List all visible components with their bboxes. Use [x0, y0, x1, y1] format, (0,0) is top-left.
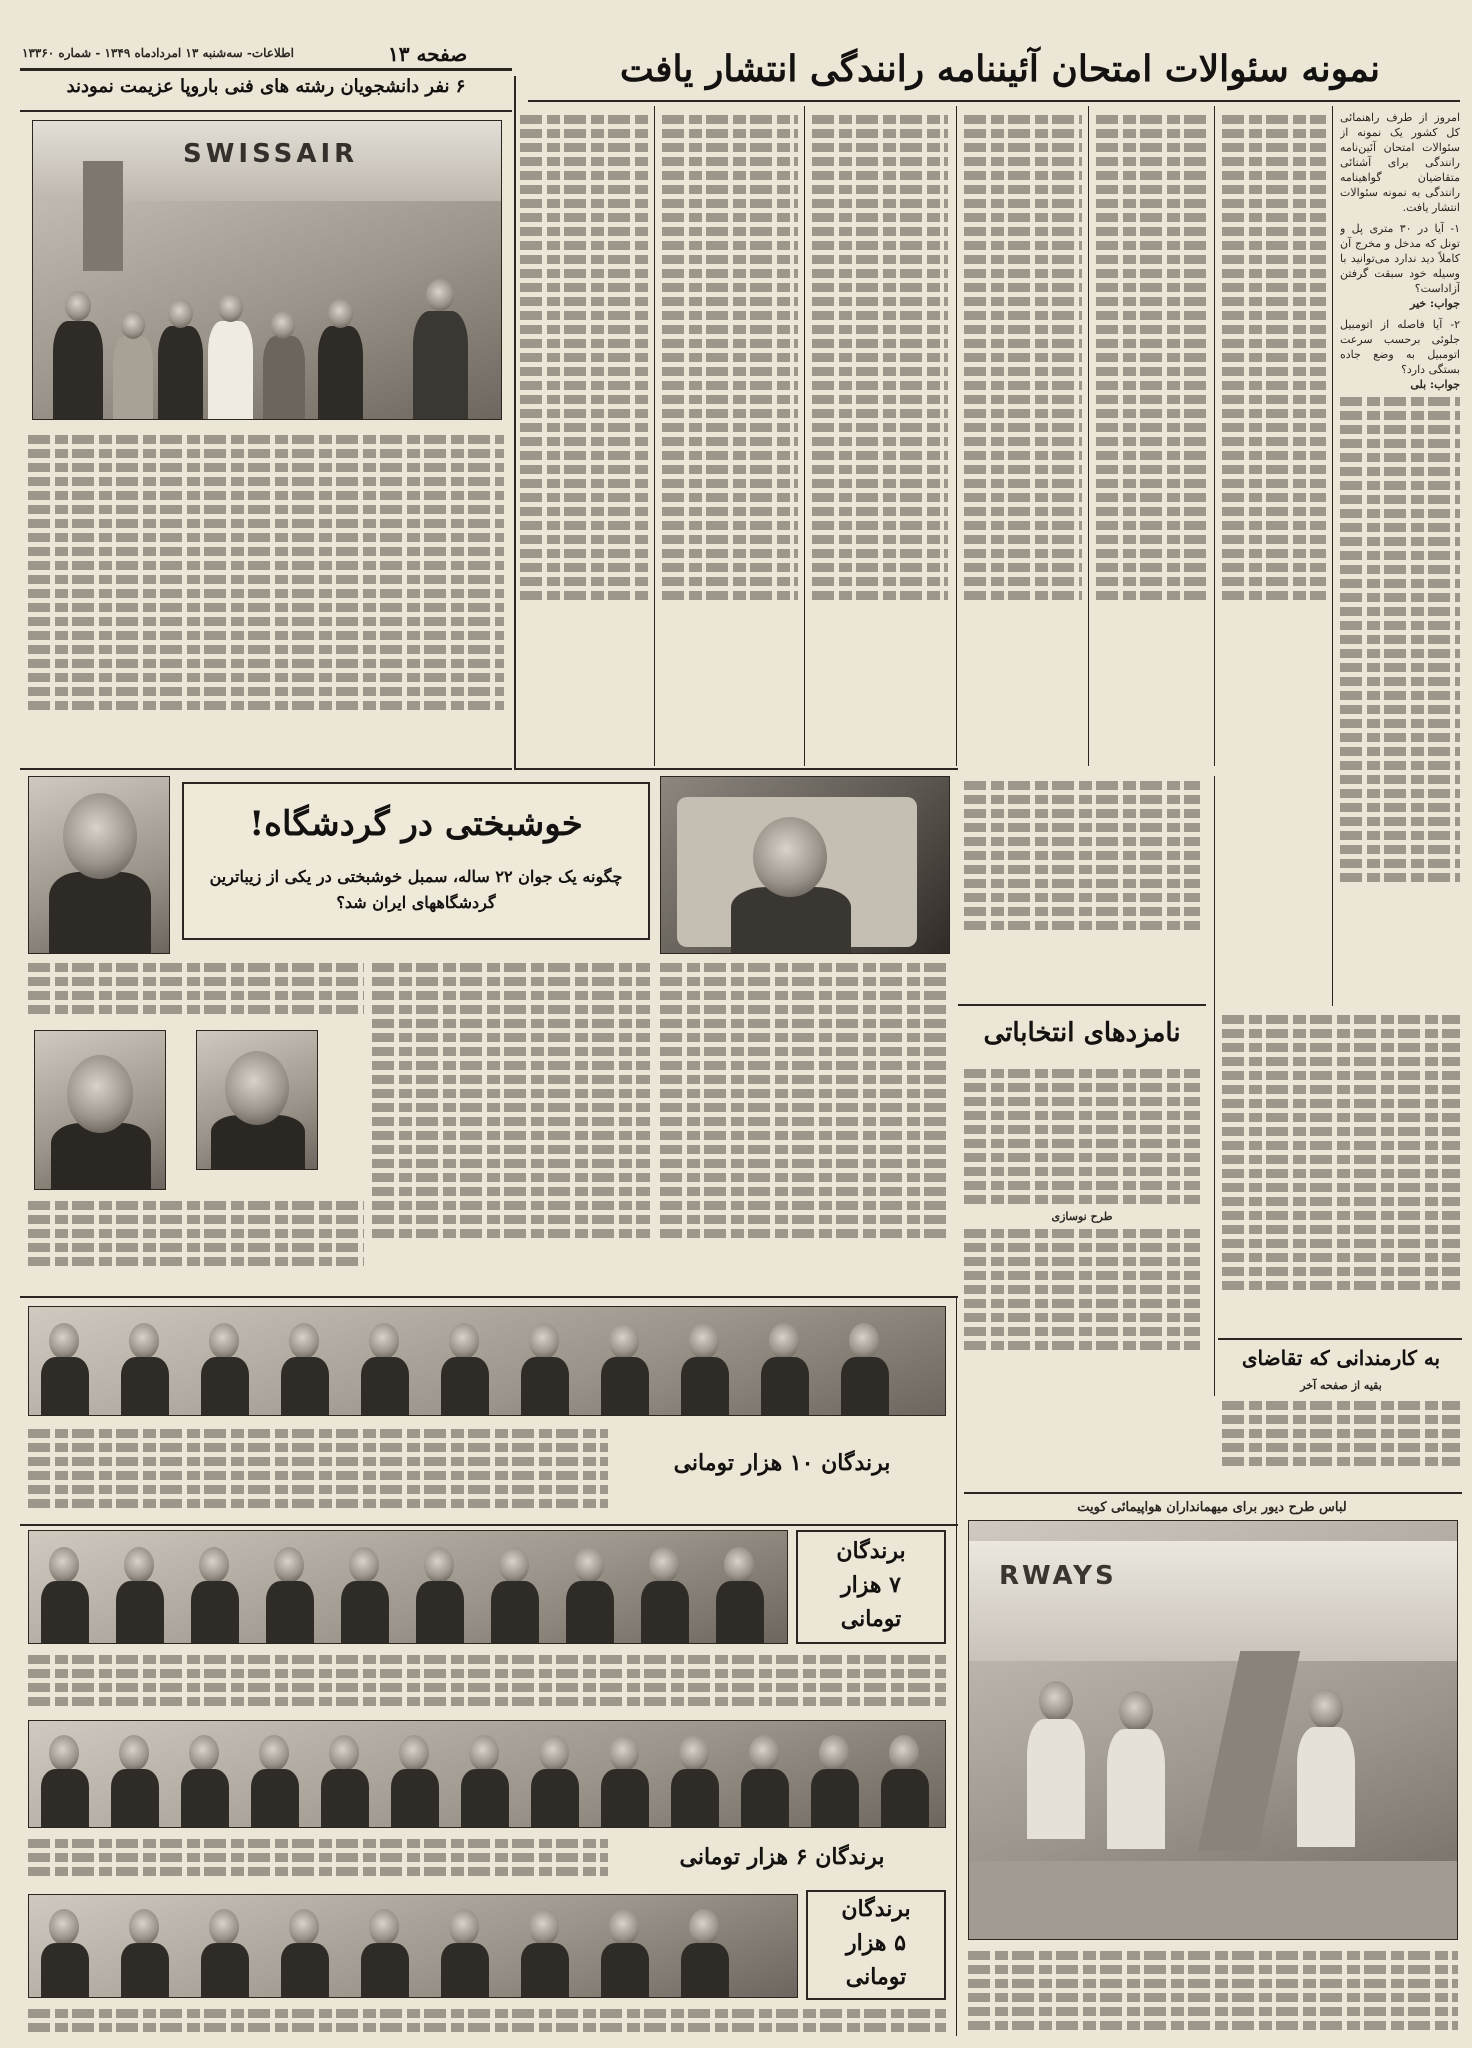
winners-top-rule: [20, 1296, 958, 1298]
man-portrait-photo-top: [28, 776, 170, 954]
dateline: اطلاعات- سه‌شنبه ۱۳ امردادماه ۱۳۴۹ - شماره ۱۳۳۶۰: [22, 46, 295, 60]
employment-subhead: بقیه از صفحه آخر: [1300, 1379, 1382, 1392]
main-headline: نمونه سئوالات امتحان آئیننامه رانندگی انتشار یافت: [619, 48, 1381, 90]
winners-5k-headline-box: [806, 1890, 946, 2000]
lottery-article-col-1: [660, 958, 950, 1288]
tarmac: [969, 1861, 1458, 1940]
elections-headline: نامزدهای انتخاباتی: [983, 1018, 1181, 1048]
winners-7k-group-photo: [28, 1530, 788, 1644]
winners-10k-bottom-rule: [20, 1524, 958, 1526]
students-article: [28, 430, 504, 760]
winners-5k-names: [28, 2004, 946, 2042]
winners-7k-names: [28, 1650, 946, 1716]
winners-6k-group-photo: [28, 1720, 946, 1828]
airline-caption-text: [968, 1946, 1458, 2040]
winners-5k-group-photo: [28, 1894, 798, 1998]
winners-7k-line-2: ۷ هزار: [841, 1572, 901, 1598]
aircraft-stairs: [1198, 1651, 1301, 1851]
swissair-logo-text: SWISSAIR: [183, 139, 359, 169]
employment-headline: به کارمندانی که تقاضای: [1241, 1346, 1441, 1370]
exam-last-column: [1222, 1010, 1460, 1330]
employment-top-rule: [1218, 1338, 1462, 1340]
main-headline-underline: [528, 100, 1460, 102]
aircraft-door: [83, 161, 123, 271]
winners-10k-headline: برندگان ۱۰ هزار تومانی: [673, 1450, 891, 1476]
exam-column-3: [1096, 110, 1208, 770]
winners-10k-group-photo: [28, 1306, 946, 1416]
lottery-headline: خوشبختی در گردشگاه!: [249, 804, 583, 844]
col-divider-bottom: [956, 1296, 957, 2036]
exam-answer-1: جواب: خیر: [1410, 297, 1460, 310]
page-number: صفحه ۱۳: [388, 42, 468, 66]
col-divider-7: [514, 76, 516, 770]
winners-5k-line-1: برندگان: [841, 1896, 911, 1922]
lottery-article-col-2: [372, 958, 650, 1288]
winners-7k-line-1: برندگان: [836, 1538, 906, 1564]
lottery-article-col-3: [28, 958, 364, 1028]
exam-column-2: [1222, 110, 1326, 770]
man-in-car-photo: [660, 776, 950, 954]
airline-top-rule: [964, 1492, 1462, 1494]
winners-5k-line-3: تومانی: [845, 1964, 907, 1990]
students-headline: ۶ نفر دانشجویان رشته های فنی باروپا عزیمت نمودند: [66, 76, 466, 97]
exam-intro: امروز از طرف راهنمائی کل کشور یک نمونه از سئوالات امتحان آئین‌نامه رانندگی برای آشنائی متقاضیان گواهینامه رانندگی به نمونه سئوالات انتشار یافت.: [1340, 111, 1460, 214]
swissair-group-photo: [32, 120, 502, 420]
man-portrait-photo-right: [196, 1030, 318, 1170]
elections-top-rule: [958, 1004, 1206, 1006]
students-rule: [20, 110, 512, 112]
exam-column-5: [812, 110, 948, 770]
elections-article: [964, 1064, 1200, 1394]
kuwait-airways-photo: [968, 1520, 1458, 1940]
winners-7k-headline-box: [796, 1530, 946, 1644]
col-divider-6: [654, 106, 655, 766]
lottery-headline-box: [182, 782, 650, 940]
col-divider-4: [956, 106, 957, 766]
winners-10k-names: [28, 1424, 608, 1518]
exam-question-2: ۲- آیا فاصله از اتومبیل جلوئی برحسب سرعت اتومبیل به وضع جاده بستگی دارد؟: [1340, 318, 1460, 376]
col-divider-5: [804, 106, 805, 766]
man-portrait-photo-left: [34, 1030, 166, 1190]
exam-column-6: [662, 110, 798, 770]
col-divider-elections: [1214, 776, 1215, 1396]
winners-6k-names: [28, 1834, 608, 1892]
employment-article: [1222, 1396, 1460, 1488]
winners-5k-line-2: ۵ هزار: [846, 1930, 906, 1956]
exam-column-7: [520, 110, 648, 760]
exam-column-4: [964, 110, 1082, 770]
aircraft-body: [969, 1541, 1458, 1661]
exam-question-1: ۱- آیا در ۳۰ متری پل و تونل که مدخل و مخرج آن کاملاً دید ندارد می‌توانید با وسیله خود سبقت گرفتن آزاداست؟: [1340, 222, 1460, 295]
col-divider-3: [1088, 106, 1089, 766]
exam-answer-2: جواب: بلی: [1410, 378, 1460, 391]
exam-bottom-rule: [514, 768, 958, 770]
lottery-subheadline: چگونه یک جوان ۲۲ ساله، سمبل خوشبختی در یکی از زیباترین گردشگاههای ایران شد؟: [209, 867, 623, 912]
airline-caption-title: لباس طرح دیور برای میهمانداران هواپیمائی کویت: [1077, 1500, 1347, 1515]
col-divider-2: [1214, 106, 1215, 766]
exam-column-intro: [1340, 110, 1460, 1010]
students-bottom-rule: [20, 768, 512, 770]
exam-column-continued: [964, 776, 1200, 992]
elections-subhead: طرح نوسازی: [1051, 1210, 1113, 1223]
airline-logo-text: RWAYS: [999, 1561, 1117, 1591]
winners-7k-line-3: تومانی: [840, 1606, 902, 1632]
col-divider-1: [1332, 106, 1333, 1006]
lottery-caption-left: [28, 1196, 364, 1288]
masthead-rule: [20, 68, 512, 71]
winners-6k-headline: برندگان ۶ هزار تومانی: [679, 1844, 885, 1870]
